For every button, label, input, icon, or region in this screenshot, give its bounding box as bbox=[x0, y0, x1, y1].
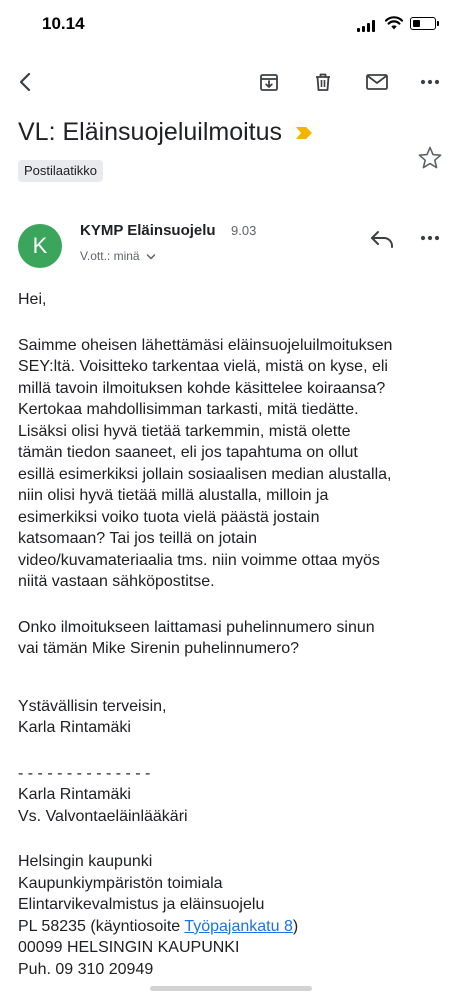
cellular-signal-icon bbox=[357, 20, 377, 32]
archive-icon[interactable] bbox=[253, 66, 285, 98]
back-arrow-icon[interactable] bbox=[10, 66, 42, 98]
battery-icon bbox=[410, 17, 436, 30]
closing: Ystävällisin terveisin, Karla Rintamäki bbox=[18, 697, 167, 736]
subject-text: VL: Eläinsuojeluilmoitus bbox=[18, 118, 283, 146]
important-marker-icon[interactable] bbox=[295, 125, 313, 141]
signature-separator: - - - - - - - - - - - - - - bbox=[18, 764, 151, 782]
mail-icon[interactable] bbox=[361, 66, 393, 98]
chevron-down-icon bbox=[146, 253, 156, 261]
wifi-icon bbox=[385, 15, 403, 31]
address-prefix: PL 58235 (käyntiosoite bbox=[18, 917, 185, 935]
body-paragraph-2: Onko ilmoitukseen laittamasi puhelinnumero sinun vai tämän Mike Sirenin puhelinnumero? bbox=[18, 618, 375, 657]
recipient-text: V.ott.: minä bbox=[80, 249, 140, 263]
address-link[interactable]: Työpajankatu 8 bbox=[184, 917, 293, 935]
city-line: 00099 HELSINGIN KAUPUNKI bbox=[18, 939, 240, 956]
email-subject bbox=[18, 118, 313, 147]
reply-icon[interactable] bbox=[368, 224, 396, 252]
message-more-icon[interactable] bbox=[416, 224, 444, 252]
signature-title: Vs. Valvontaeläinlääkäri bbox=[18, 807, 188, 825]
address-line bbox=[18, 916, 454, 938]
inbox-label-chip[interactable]: Postilaatikko bbox=[18, 160, 103, 182]
body-paragraph-1: Saimme oheisen lähettämäsi eläinsuojeluilmoituksen SEY:ltä. Voisitteko tarkentaa vielä, mistä on kyse, eli millä tavoin ilmoituksen kohde käsittelee koiraansa? Kertokaa mahdollisimman tarkasti, mitä tiedätte. Lisäksi olisi hyvä tietää tarkemmin, mistä olette tämän tiedon saaneet, eli jos tapahtuma on ollut esillä esimerkiksi jollain sosiaalisen median alustalla, niin olisi hyvä tietää millä alustalla, milloin ja esimerkiksi voiko tuota vielä päästä jostain katsomaan? Tai jos teillä on jotain video/kuvamateriaalia tms. niin voimme ottaa myös niitä vastaan sähköpostitse. bbox=[18, 336, 393, 590]
trash-icon[interactable] bbox=[307, 66, 339, 98]
home-indicator[interactable] bbox=[150, 986, 312, 991]
email-body bbox=[18, 289, 454, 980]
status-time: 10.14 bbox=[42, 14, 85, 33]
phone-line: Puh. 09 310 20949 bbox=[18, 960, 154, 978]
address-suffix: ) bbox=[292, 917, 299, 935]
signature-name: Karla Rintamäki bbox=[18, 786, 131, 803]
greeting: Hei, bbox=[18, 291, 47, 308]
org-line-2: Kaupunkiympäristön toimiala bbox=[18, 874, 223, 892]
more-horizontal-icon[interactable] bbox=[414, 66, 446, 98]
sender-name[interactable]: KYMP Eläinsuojelu bbox=[80, 222, 216, 239]
star-icon[interactable] bbox=[416, 144, 444, 172]
email-toolbar bbox=[0, 60, 462, 104]
org-line-3: Elintarvikevalmistus ja eläinsuojelu bbox=[18, 896, 265, 913]
avatar[interactable]: K bbox=[18, 224, 62, 268]
org-line-1: Helsingin kaupunki bbox=[18, 853, 153, 870]
sender-time: 9.03 bbox=[231, 223, 257, 238]
recipient-details-toggle[interactable] bbox=[80, 249, 156, 263]
status-bar bbox=[0, 0, 462, 50]
